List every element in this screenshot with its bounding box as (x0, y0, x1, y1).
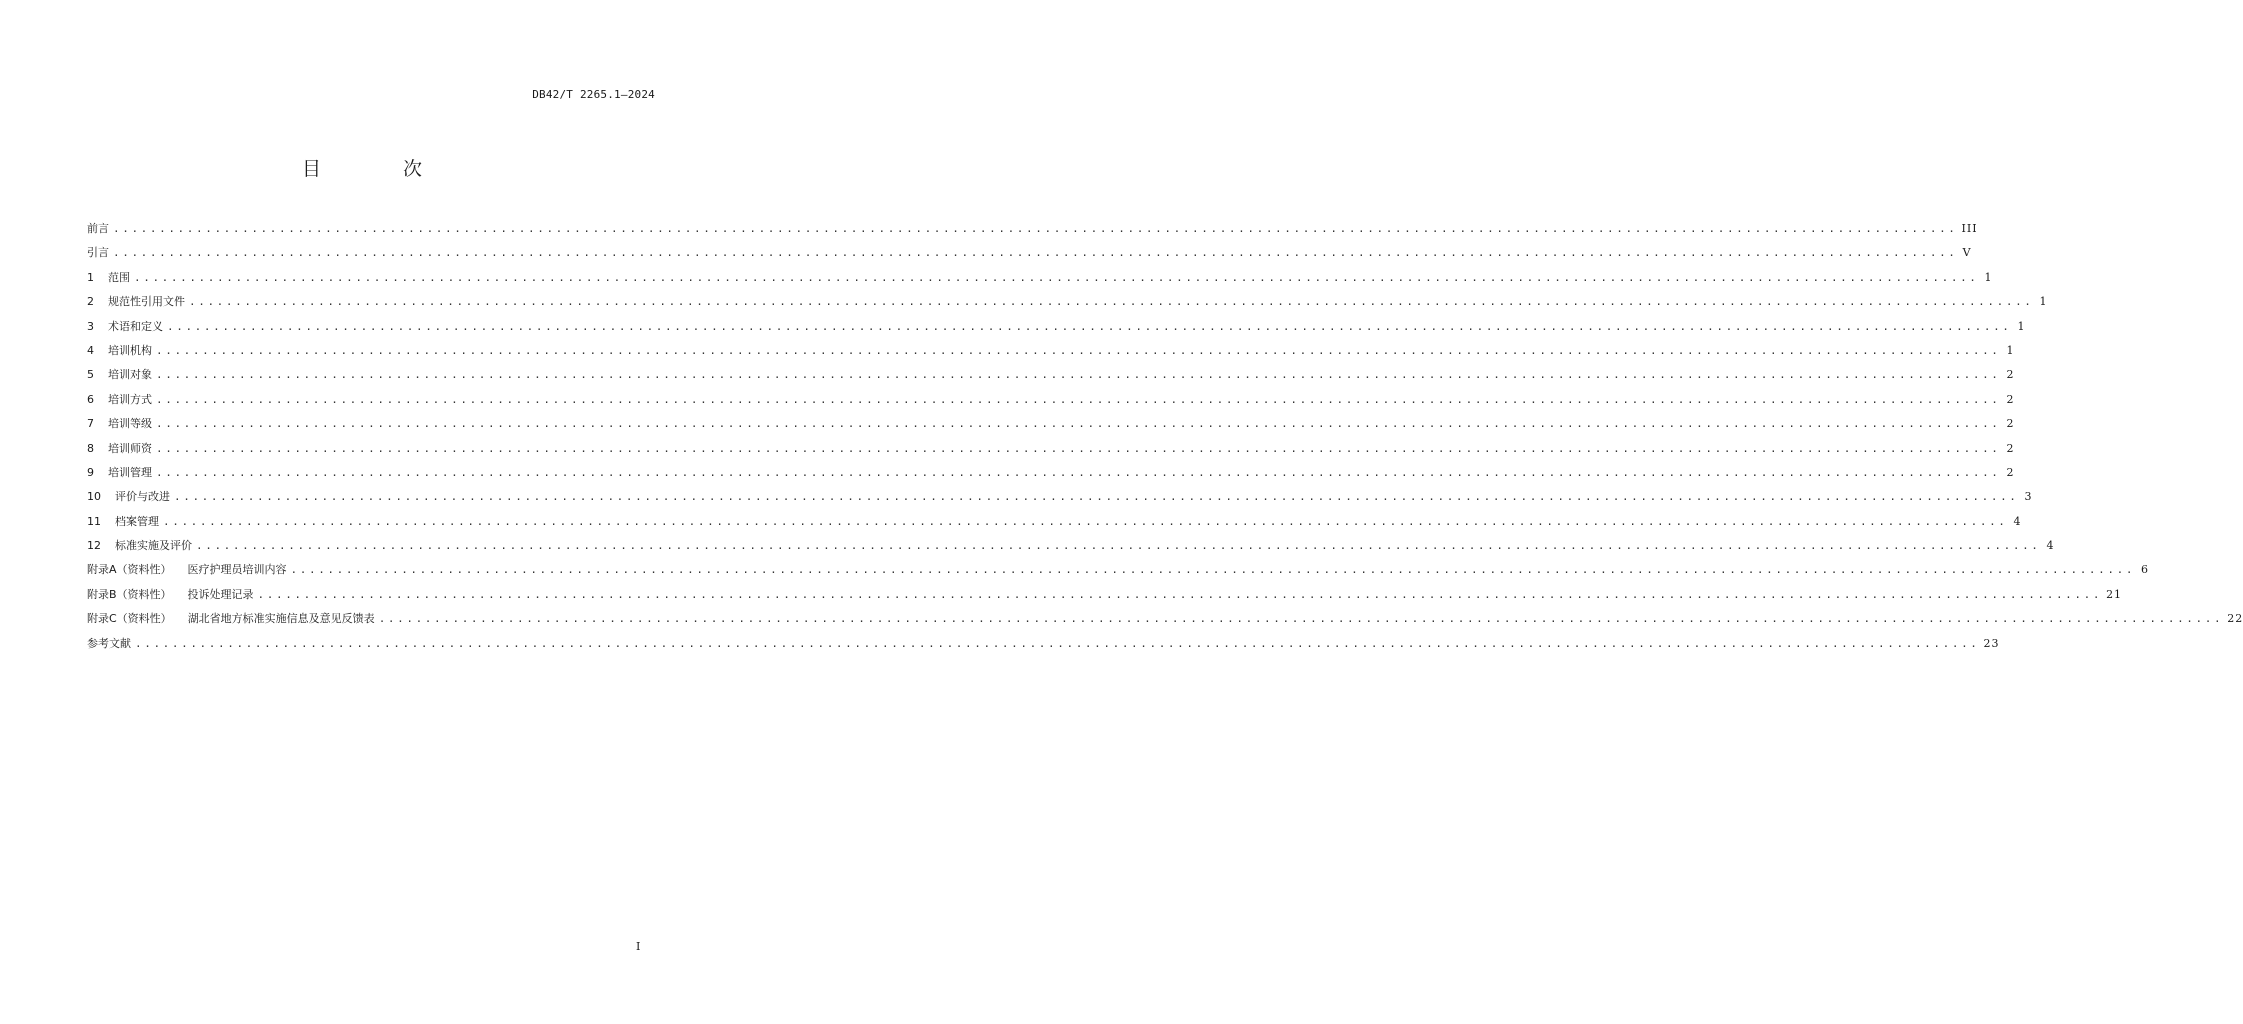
toc-entry-title: 投诉处理记录 (187, 587, 254, 601)
toc-entry-number: 附录C（资料性） (87, 612, 172, 626)
toc-entry[interactable] (87, 461, 2015, 485)
toc-entry-number: 8 (87, 441, 94, 455)
toc-entry-number: 5 (87, 368, 94, 382)
toc-entry-title: 评价与改进 (115, 490, 170, 504)
table-of-contents (87, 217, 2243, 656)
toc-entry-number: 3 (87, 319, 94, 333)
toc-entry-number: 4 (87, 343, 94, 357)
toc-dot-leader: ........................................................................................................................................................................................................ (113, 246, 1958, 260)
toc-entry-number: 9 (87, 465, 94, 479)
toc-entry[interactable] (87, 266, 1993, 290)
toc-dot-leader: ........................................................................................................................................................................................................ (196, 539, 2041, 553)
toc-dot-leader: ........................................................................................................................................................................................................ (134, 270, 1979, 284)
toc-entry-number: 6 (87, 392, 94, 406)
toc-dot-leader: ........................................................................................................................................................................................................ (113, 222, 1958, 235)
toc-entry-title: 标准实施及评价 (115, 539, 192, 553)
toc-dot-leader: ........................................................................................................................................................................................................ (290, 563, 2136, 577)
toc-dot-leader: ........................................................................................................................................................................................................ (156, 417, 2001, 431)
toc-entry[interactable] (87, 290, 2048, 314)
toc-entry-title: 培训方式 (108, 392, 152, 406)
toc-entry-page: 2 (2006, 441, 2015, 455)
toc-entry[interactable] (87, 217, 1978, 241)
toc-entry-page: V (1962, 246, 1972, 260)
toc-entry-title: 前言 (87, 222, 109, 235)
toc-entry-title: 培训管理 (108, 465, 152, 479)
page-title: 目 次 (301, 158, 461, 180)
toc-entry[interactable] (87, 510, 2022, 534)
toc-entry[interactable] (87, 437, 2015, 461)
toc-entry-page: 1 (1984, 270, 1993, 284)
toc-entry-title: 湖北省地方标准实施信息及意见反馈表 (187, 612, 375, 626)
toc-entry[interactable] (87, 412, 2015, 436)
toc-entry[interactable] (87, 607, 2243, 631)
toc-dot-leader: ........................................................................................................................................................................................................ (156, 465, 2001, 479)
toc-entry-number: 1 (87, 270, 94, 284)
toc-entry-page: 22 (2227, 612, 2243, 626)
toc-entry[interactable] (87, 632, 2000, 656)
toc-dot-leader: ........................................................................................................................................................................................................ (156, 441, 2001, 455)
toc-entry-title: 引言 (87, 246, 109, 260)
toc-entry[interactable] (87, 485, 2033, 509)
toc-entry[interactable] (87, 534, 2055, 558)
toc-entry-page: 2 (2006, 392, 2015, 406)
toc-entry-title: 培训等级 (108, 417, 152, 431)
toc-entry[interactable] (87, 583, 2123, 607)
toc-entry-page: 2 (2006, 368, 2015, 382)
toc-entry-title: 培训对象 (108, 368, 152, 382)
toc-dot-leader: ........................................................................................................................................................................................................ (156, 343, 2001, 357)
toc-entry-title: 参考文献 (87, 636, 131, 650)
toc-entry-number: 11 (87, 514, 101, 528)
toc-entry-page: 1 (2006, 343, 2015, 357)
toc-entry[interactable] (87, 315, 2026, 339)
toc-dot-leader: ........................................................................................................................................................................................................ (257, 587, 2103, 601)
toc-dot-leader: ........................................................................................................................................................................................................ (135, 636, 1980, 650)
toc-entry-page: 6 (2141, 563, 2150, 577)
toc-entry-page: 1 (2017, 319, 2026, 333)
toc-entry-page: 2 (2006, 465, 2015, 479)
toc-entry-page: 23 (1983, 636, 2000, 650)
toc-dot-leader: ........................................................................................................................................................................................................ (156, 368, 2001, 382)
toc-entry-title: 规范性引用文件 (108, 295, 185, 309)
toc-entry[interactable] (87, 388, 2015, 412)
toc-dot-leader: ........................................................................................................................................................................................................ (189, 295, 2034, 309)
toc-entry-title: 术语和定义 (108, 319, 163, 333)
toc-entry-page: 1 (2039, 295, 2048, 309)
toc-entry-title: 档案管理 (115, 514, 159, 528)
toc-entry[interactable] (87, 339, 2015, 363)
toc-dot-leader: ........................................................................................................................................................................................................ (174, 490, 2019, 504)
toc-dot-leader: ........................................................................................................................................................................................................ (156, 392, 2001, 406)
toc-entry-title: 范围 (108, 270, 130, 284)
toc-entry-page: III (1961, 222, 1978, 235)
toc-entry[interactable] (87, 241, 1972, 265)
toc-dot-leader: ........................................................................................................................................................................................................ (378, 612, 2224, 626)
toc-entry-title: 培训机构 (108, 343, 152, 357)
toc-entry[interactable] (87, 363, 2015, 387)
toc-entry-number: 10 (87, 490, 101, 504)
toc-entry-number: 附录A（资料性） (87, 563, 172, 577)
toc-entry-number: 12 (87, 539, 101, 553)
toc-entry-title: 医疗护理员培训内容 (187, 563, 287, 577)
toc-entry-page: 21 (2106, 587, 2123, 601)
toc-entry-page: 4 (2046, 539, 2055, 553)
page-number: I (636, 940, 641, 953)
toc-entry-number: 附录B（资料性） (87, 587, 172, 601)
toc-dot-leader: ........................................................................................................................................................................................................ (167, 319, 2012, 333)
toc-dot-leader: ........................................................................................................................................................................................................ (163, 514, 2008, 528)
toc-entry-page: 4 (2013, 514, 2022, 528)
toc-entry-page: 3 (2024, 490, 2033, 504)
toc-entry-title: 培训师资 (108, 441, 152, 455)
toc-entry-page: 2 (2006, 417, 2015, 431)
toc-entry-number: 7 (87, 417, 94, 431)
toc-entry-number: 2 (87, 295, 94, 309)
document-code: DB42/T 2265.1—2024 (532, 88, 655, 101)
toc-entry[interactable] (87, 558, 2150, 582)
